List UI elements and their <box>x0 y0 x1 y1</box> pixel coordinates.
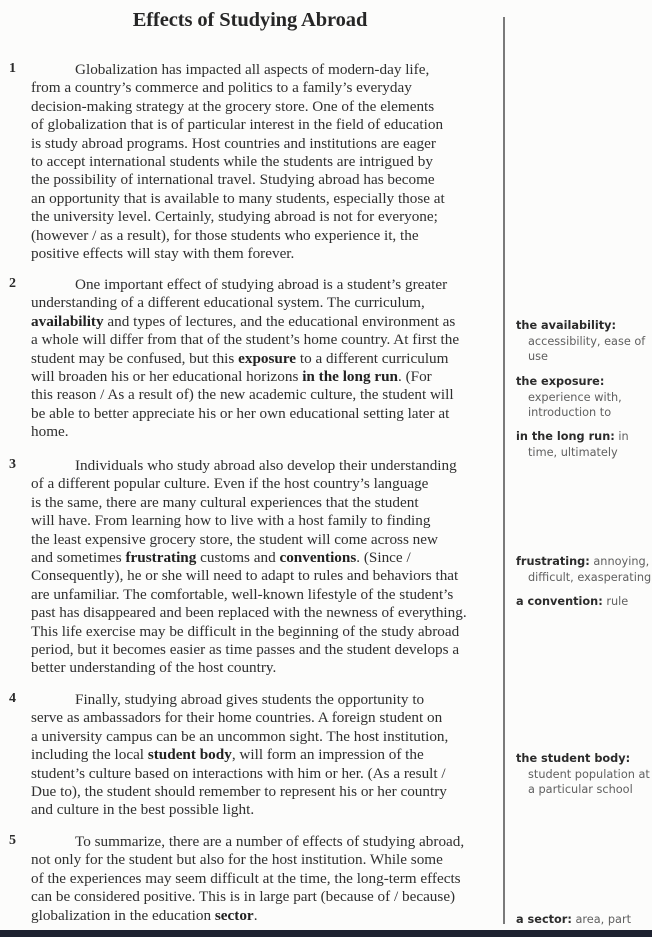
text-run: period, but it becomes easier as time passes and the student develops a <box>31 641 460 659</box>
text-run: the possibility of international travel. Studying abroad has become <box>31 171 435 189</box>
text-run: from a country’s commerce and politics to a family’s everyday <box>31 79 412 97</box>
glossary-term: the availability: <box>516 319 617 332</box>
paragraph-number: 4 <box>9 691 16 706</box>
text-run: can be considered positive. This is in large part (because of / because) <box>31 888 456 906</box>
vocabulary-term: exposure <box>238 349 297 367</box>
text-line <box>31 494 491 512</box>
glossary-definition: experience with, introduction to <box>528 390 622 419</box>
text-run: student’s culture based on interactions with him or her. (As a result / <box>31 764 446 782</box>
text-line <box>31 783 491 801</box>
text-line <box>31 604 491 622</box>
text-line <box>31 79 491 97</box>
text-line <box>31 833 491 851</box>
text-line <box>31 171 491 189</box>
text-line <box>31 368 491 386</box>
paragraph-text <box>31 457 491 678</box>
text-line <box>31 512 491 530</box>
text-line <box>31 623 491 641</box>
text-run: not only for the student but also for the host institution. While some <box>31 851 443 869</box>
text-line <box>31 801 491 819</box>
text-line <box>31 728 491 746</box>
text-line <box>31 423 491 441</box>
glossary-term: a convention: <box>516 595 603 608</box>
text-line <box>31 331 491 349</box>
glossary-definition: in time, ultimately <box>528 430 629 459</box>
glossary-term: in the long run: <box>516 430 615 443</box>
text-line <box>31 567 491 585</box>
text-run: is the same, there are many cultural experiences that the student <box>31 493 419 511</box>
text-run: and types of lectures, and the educational environment as <box>103 312 456 330</box>
bottom-edge <box>0 930 652 937</box>
text-line <box>31 208 491 226</box>
glossary-definition: annoying, difficult, exasperating <box>528 555 652 584</box>
text-run: Individuals who study abroad also develop their understanding <box>75 457 457 474</box>
paragraph-number: 3 <box>9 457 16 472</box>
text-run: Globalization has impacted all aspects of modern-day life, <box>75 61 430 78</box>
paragraph-text <box>31 833 491 925</box>
paragraph-text <box>31 61 491 263</box>
paragraph-number: 1 <box>9 61 16 76</box>
text-line <box>31 907 491 925</box>
glossary-term: the student body: <box>516 752 631 765</box>
text-line <box>31 61 491 79</box>
text-line <box>31 313 491 331</box>
text-run: This life exercise may be difficult in the beginning of the study abroad <box>31 622 460 640</box>
text-run: Due to), the student should remember to represent his or her country <box>31 783 447 801</box>
text-run: understanding of a different educational system. The curriculum, <box>31 294 425 312</box>
text-run: are unfamiliar. The comfortable, well-known lifestyle of the student’s <box>31 585 454 603</box>
text-run: globalization in the education <box>31 906 215 924</box>
text-run: be able to better appreciate his or her own educational setting later at <box>31 404 450 422</box>
text-line <box>31 549 491 567</box>
glossary-term: the exposure: <box>516 375 605 388</box>
text-line <box>31 405 491 423</box>
vocabulary-term: frustrating <box>125 549 197 567</box>
text-line <box>31 531 491 549</box>
text-line <box>31 641 491 659</box>
glossary-definition: accessibility, ease of use <box>528 334 646 363</box>
glossary-definition: area, part <box>575 913 632 926</box>
vocabulary-term: in the long run <box>302 368 398 386</box>
text-run: decision-making strategy at the grocery store. One of the elements <box>31 97 435 115</box>
page-title: Effects of Studying Abroad <box>132 9 368 31</box>
text-line <box>31 135 491 153</box>
vocabulary-term: conventions <box>279 549 357 567</box>
text-run: the university level. Certainly, studying abroad is not for everyone; <box>31 208 438 226</box>
text-run: Finally, studying abroad gives students the opportunity to <box>75 691 425 708</box>
text-line <box>31 746 491 764</box>
text-run: and culture in the best possible light. <box>31 801 255 819</box>
text-line <box>31 294 491 312</box>
text-run: to accept international students while the students are intrigued by <box>31 153 433 171</box>
text-run: . (For <box>397 368 432 386</box>
glossary-entry-convention <box>516 594 650 610</box>
text-run: of globalization that is of particular interest in the field of education <box>31 116 444 134</box>
paragraph-number: 2 <box>9 276 16 291</box>
glossary-entry-exposure <box>516 374 650 421</box>
text-line <box>31 227 491 245</box>
margin-divider <box>503 17 505 924</box>
text-run: the least expensive grocery store, the student will come across new <box>31 530 438 548</box>
text-run: student may be confused, but this <box>31 349 239 367</box>
glossary-entry-long-run <box>516 429 650 460</box>
text-run: past has disappeared and been replaced with the newness of everything. <box>31 604 467 622</box>
text-run: One important effect of studying abroad is a student’s greater <box>75 276 448 293</box>
text-line <box>31 475 491 493</box>
text-run: will broaden his or her educational horizons <box>31 368 303 386</box>
text-run: including the local <box>31 746 148 764</box>
text-line <box>31 765 491 783</box>
text-run: an opportunity that is available to many students, especially those at <box>31 189 445 207</box>
text-line <box>31 350 491 368</box>
text-line <box>31 709 491 727</box>
text-line <box>31 98 491 116</box>
text-line <box>31 276 491 294</box>
text-run: Consequently), he or she will need to adapt to rules and behaviors that <box>31 567 459 585</box>
paragraph-text <box>31 691 491 820</box>
text-run: . <box>253 906 258 924</box>
text-run: a whole will differ from that of the student’s home country. At first the <box>31 331 460 349</box>
text-line <box>31 457 491 475</box>
glossary-entry-sector <box>516 912 650 928</box>
text-run: positive effects will stay with them forever. <box>31 245 295 263</box>
text-run: better understanding of the host country. <box>31 659 277 677</box>
text-run: and sometimes <box>31 549 126 567</box>
text-line <box>31 190 491 208</box>
text-line <box>31 851 491 869</box>
text-run: home. <box>31 423 69 441</box>
text-run: to a different curriculum <box>296 349 449 367</box>
text-run: customs and <box>196 549 280 567</box>
text-line <box>31 691 491 709</box>
glossary-entry-availability <box>516 318 650 365</box>
glossary-definition: rule <box>606 595 629 608</box>
text-run: , will form an impression of the <box>231 746 424 764</box>
text-line <box>31 659 491 677</box>
text-line <box>31 153 491 171</box>
vocabulary-term: sector <box>214 906 254 924</box>
glossary-entry-frustrating <box>516 554 652 585</box>
text-run: a university campus can be an uncommon sight. The host institution, <box>31 727 449 745</box>
text-run: To summarize, there are a number of effects of studying abroad, <box>75 833 465 850</box>
glossary-term: a sector: <box>516 913 572 926</box>
vocabulary-term: student body <box>147 746 232 764</box>
paragraph-number: 5 <box>9 833 16 848</box>
vocabulary-term: availability <box>31 312 104 330</box>
text-run: of a different popular culture. Even if the host country’s language <box>31 475 429 493</box>
glossary-entry-student-body <box>516 751 650 798</box>
glossary-term: frustrating: <box>516 555 590 568</box>
text-line <box>31 116 491 134</box>
text-run: serve as ambassadors for their home countries. A foreign student on <box>31 709 443 727</box>
text-line <box>31 245 491 263</box>
text-run: . (Since / <box>356 549 411 567</box>
paragraph-text <box>31 276 491 442</box>
text-run: is study abroad programs. Host countries and institutions are eager <box>31 134 436 152</box>
text-run: this reason / As a result of) the new academic culture, the student will <box>31 386 454 404</box>
text-line <box>31 870 491 888</box>
text-line <box>31 386 491 404</box>
text-run: of the experiences may seem difficult at the time, the long-term effects <box>31 869 461 887</box>
text-run: (however / as a result), for those students who experience it, the <box>31 226 419 244</box>
text-run: will have. From learning how to live with a host family to finding <box>31 512 431 530</box>
text-line <box>31 888 491 906</box>
glossary-definition: student population at a particular school <box>528 767 650 796</box>
text-line <box>31 586 491 604</box>
